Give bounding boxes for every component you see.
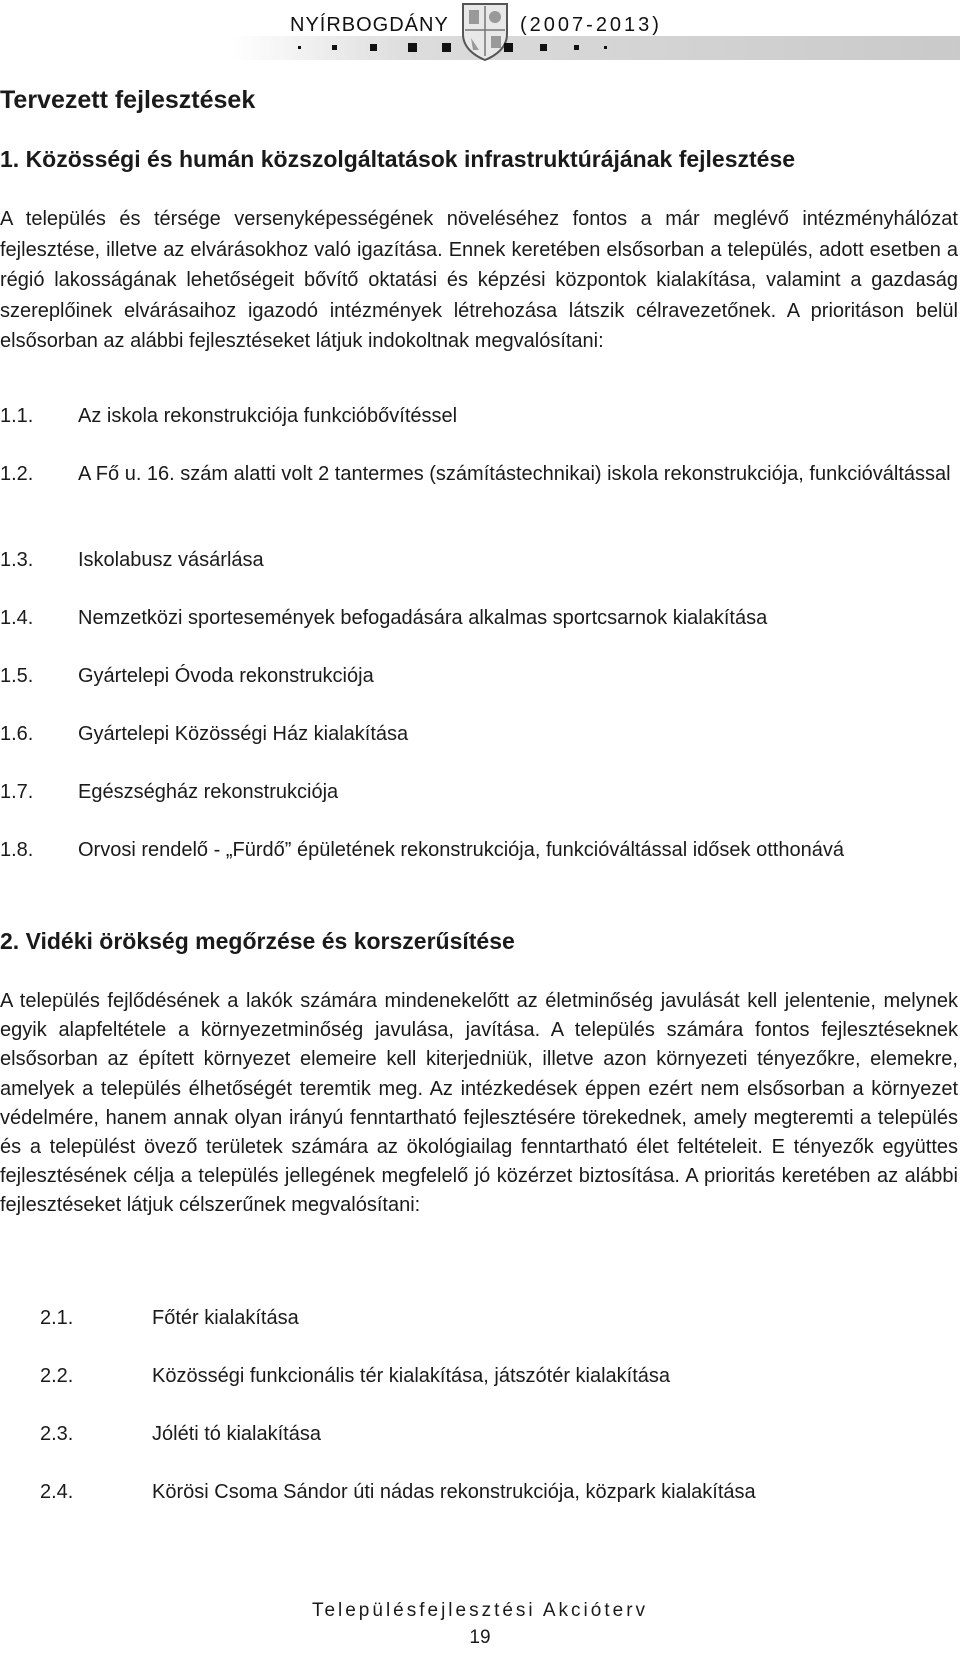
list-item-number: 1.6.: [0, 723, 34, 745]
header-town-name: NYÍRBOGDÁNY: [290, 14, 449, 36]
list-item-text: Orvosi rendelő - „Fürdő” épületének rekonstrukciója, funkcióváltással idősek otthonává: [78, 839, 844, 861]
list-item-text: Közösségi funkcionális tér kialakítása, játszótér kialakítása: [152, 1365, 671, 1387]
list-item-text: Gyártelepi Közösségi Ház kialakítása: [78, 723, 409, 745]
list-item-text: Gyártelepi Óvoda rekonstrukciója: [78, 665, 374, 687]
list-item: [0, 1419, 960, 1450]
coat-of-arms-icon: [459, 0, 511, 62]
list-item: [0, 1303, 960, 1334]
list-item: [0, 835, 960, 897]
list-item-text: Az iskola rekonstrukciója funkcióbővítéssel: [78, 405, 458, 427]
list-item: [0, 401, 960, 432]
list-item: [0, 1477, 960, 1508]
list-item: [0, 603, 960, 634]
list-item-number: 2.2.: [40, 1365, 74, 1387]
list-item: [0, 459, 960, 521]
list-item-number: 2.1.: [40, 1307, 74, 1329]
header-years: (2007-2013): [520, 14, 662, 36]
page-number: 19: [469, 1627, 491, 1648]
list-item-text: Iskolabusz vásárlása: [78, 549, 264, 571]
list-item-number: 1.4.: [0, 607, 34, 629]
list-item-text: Körösi Csoma Sándor úti nádas rekonstrukciója, közpark kialakítása: [152, 1481, 756, 1503]
section-2-title: 2. Vidéki örökség megőrzése és korszerűsítése: [0, 928, 515, 954]
list-item-number: 1.7.: [0, 781, 34, 803]
list-item-text: Egészségház rekonstrukciója: [78, 781, 339, 803]
list-item-text: Főtér kialakítása: [152, 1307, 299, 1329]
list-item-number: 1.1.: [0, 405, 34, 427]
section-2-paragraph: A település fejlődésének a lakók számára mindenekelőtt az életminőség javulását kell jelentenie, melynek egyik alapfeltétele a környezetminőség javulása, javítása. A település számára fontos fejlesztéseknek elsősorban az épített környezet elemeire kell kiterjedniük, illetve azon környezeti tényezőkre, elemekre, amelyek a település élhetőségét teremtik meg. Az intézkedések éppen ezért nem elsősorban a környezet védelmére, hanem annak olyan irányú fenntartható fejlesztésére törekednek, amely megteremti a település és a települést övező területek számára az ökológiailag fenntartható élet feltételeit. E tényezők együttes fejlesztésének célja a település jellegének megfelelő jó közérzet biztosítása. A prioritás keretében az alábbi fejlesztéseket látjuk célszerűnek megvalósítani:: [0, 990, 958, 1217]
list-item-text: A Fő u. 16. szám alatti volt 2 tantermes (számítástechnikai) iskola rekonstrukciója, funkcióváltással: [78, 463, 951, 485]
list-item-text: Nemzetközi sportesemények befogadására alkalmas sportcsarnok kialakítása: [78, 607, 768, 629]
footer-title: Településfejlesztési Akcióterv: [311, 1600, 649, 1621]
page-heading: Tervezett fejlesztések: [0, 86, 256, 114]
list-item: [0, 661, 960, 692]
section-1-paragraph: A település és térsége versenyképességének növeléséhez fontos a már meglévő intézményhálózat fejlesztése, illetve az elvárásokhoz való igazítása. Ennek keretében elsősorban a település, adott esetben a régió lakosságának lehetőségeit bővítő oktatási és képzési központok kialakítása, valamint a gazdaság szereplőinek elvárásaihoz igazodó intézmények létrehozása látszik célravezetőnek. A prioritáson belül elsősorban az alábbi fejlesztéseket látjuk indokoltnak megvalósítani:: [0, 208, 958, 352]
list-item-number: 1.8.: [0, 839, 34, 861]
list-item-number: 2.3.: [40, 1423, 74, 1445]
list-item: [0, 1361, 960, 1392]
section-1-title: 1. Közösségi és humán közszolgáltatások infrastruktúrájának fejlesztése: [0, 146, 796, 172]
list-item-number: 1.3.: [0, 549, 34, 571]
list-item-number: 1.2.: [0, 463, 34, 485]
list-item-text: Jóléti tó kialakítása: [152, 1423, 321, 1445]
list-item-number: 1.5.: [0, 665, 34, 687]
list-item: [0, 545, 960, 576]
list-item: [0, 719, 960, 750]
header-dots-decoration: [292, 42, 632, 52]
list-item: [0, 777, 960, 808]
list-item-number: 2.4.: [40, 1481, 74, 1503]
page-header: [0, 0, 960, 70]
